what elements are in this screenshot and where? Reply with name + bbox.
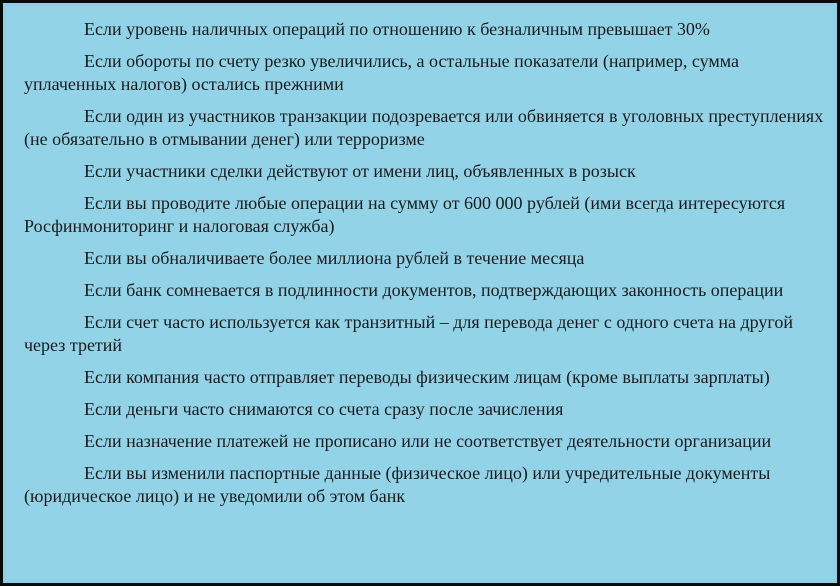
list-item: [24, 279, 824, 302]
list-item: [24, 192, 824, 238]
list-item-text: Если один из участников транзакции подозревается или обвиняется в уголовных преступлениях (не обязательно в отмывании денег) или терроризме: [24, 106, 824, 149]
list-item-text: Если банк сомневается в подлинности документов, подтверждающих законность операции: [84, 280, 784, 300]
document-panel: [6, 6, 834, 580]
list-item-text: Если вы изменили паспортные данные (физическое лицо) или учредительные документы (юридическое лицо) и не уведомили об этом банк: [24, 463, 771, 506]
list-item: [24, 50, 824, 96]
list-item-text: Если обороты по счету резко увеличились, а остальные показатели (например, сумма уплаченных налогов) остались прежними: [24, 51, 740, 94]
list-item-text: Если деньги часто снимаются со счета сразу после зачисления: [84, 399, 564, 419]
list-item: [24, 160, 824, 183]
list-item-text: Если вы проводите любые операции на сумму от 600 000 рублей (ими всегда интересуются Росфинмониторинг и налоговая служба): [24, 193, 786, 236]
list-item-text: Если назначение платежей не прописано или не соответствует деятельности организации: [84, 431, 772, 451]
list-item: [24, 398, 824, 421]
list-item: [24, 311, 824, 357]
list-item-text: Если счет часто используется как транзитный – для перевода денег с одного счета на другой через третий: [24, 312, 793, 355]
criteria-list: [24, 18, 824, 517]
list-item: [24, 105, 824, 151]
list-item-text: Если участники сделки действуют от имени лиц, объявленных в розыск: [84, 161, 636, 181]
list-item: [24, 366, 824, 389]
list-item: [24, 18, 824, 41]
list-item-text: Если вы обналичиваете более миллиона рублей в течение месяца: [84, 248, 585, 268]
list-item: [24, 247, 824, 270]
list-item: [24, 462, 824, 508]
list-item-text: Если компания часто отправляет переводы физическим лицам (кроме выплаты зарплаты): [84, 367, 770, 387]
list-item-text: Если уровень наличных операций по отношению к безналичным превышает 30%: [84, 19, 710, 39]
list-item: [24, 430, 824, 453]
